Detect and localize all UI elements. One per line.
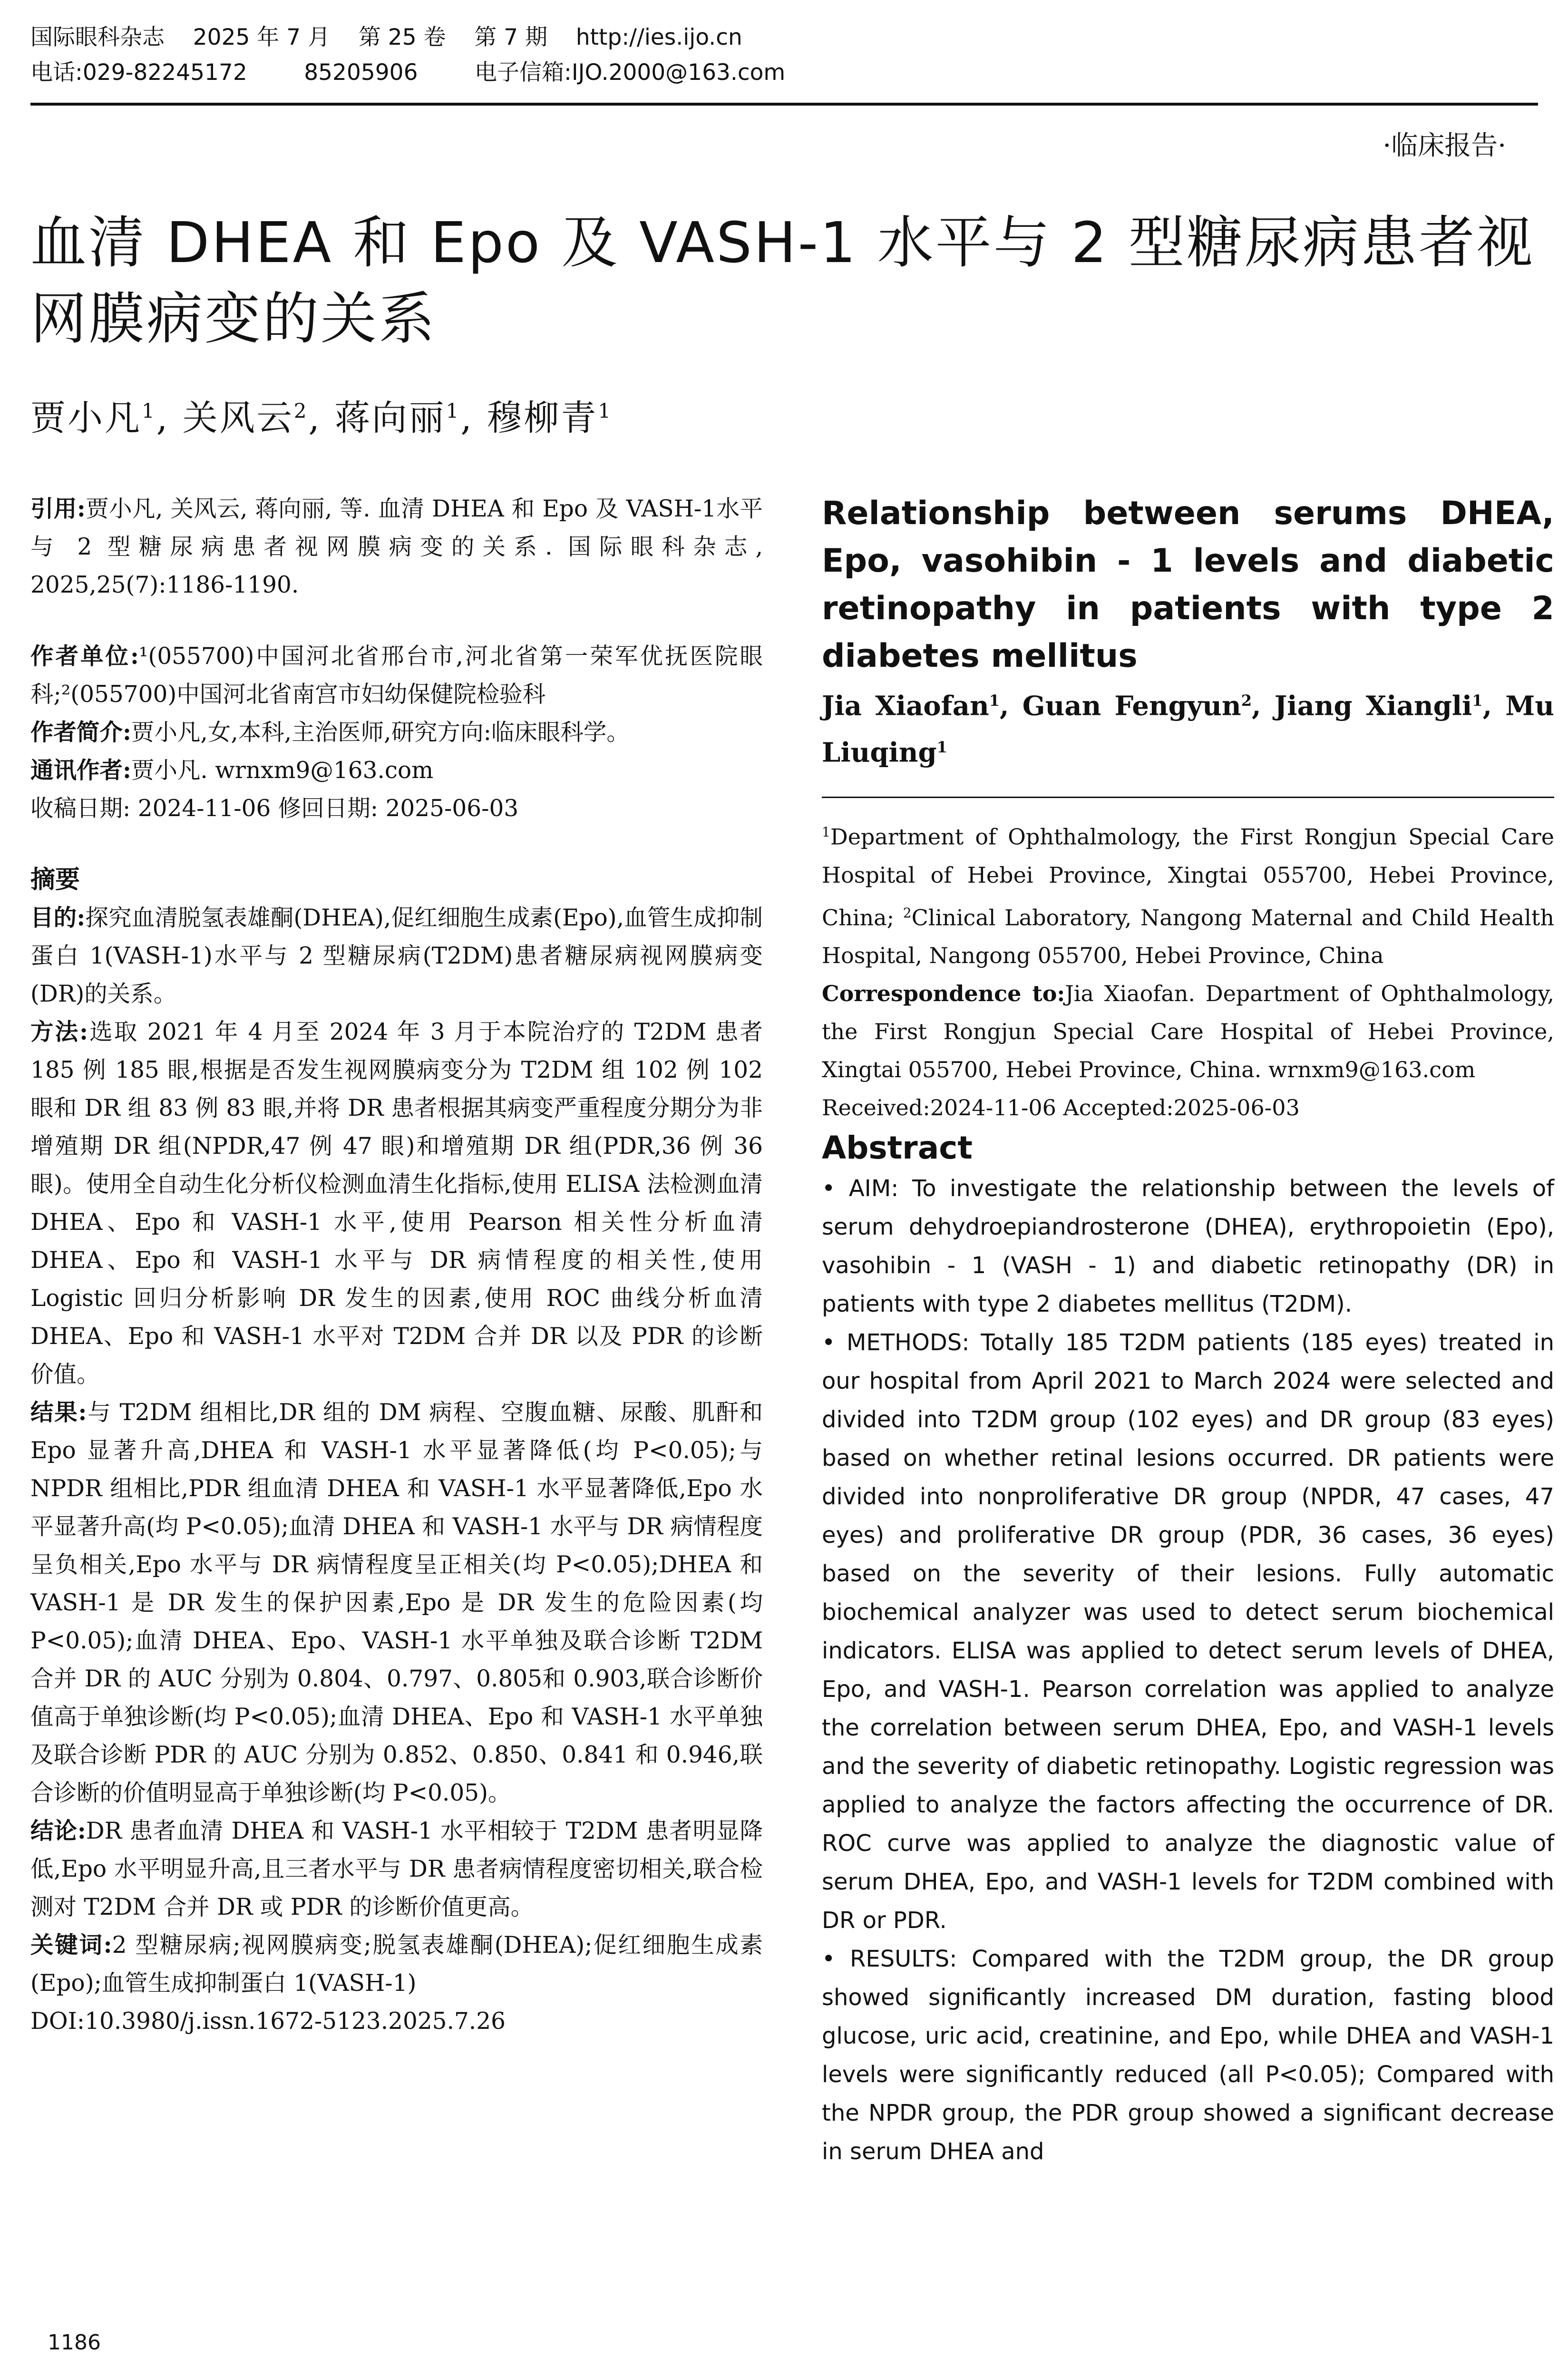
author-name: Guan Fengyun xyxy=(1022,690,1241,722)
author-bio xyxy=(30,713,763,751)
author-sep: , xyxy=(1482,690,1506,722)
section-rule xyxy=(822,797,1554,798)
abstract-zh-results xyxy=(30,1393,763,1812)
abstract-en-results xyxy=(822,1940,1554,2171)
correspondence-text: Jia Xiaofan. Department of Ophthalmology, the First Rongjun Special Care Hospital of Hebei Province, Xingtai 055700, Hebei Province, China. wrnxm9@163.com xyxy=(822,980,1554,1082)
corresponding-author xyxy=(30,751,763,789)
journal-header xyxy=(30,20,1538,90)
section-label: 目的: xyxy=(30,904,86,931)
abstract-zh-aim xyxy=(30,899,763,1013)
english-title: Relationship between serums DHEA, Epo, vasohibin - 1 levels and diabetic retinopathy in patients with type 2 diabetes mellitus xyxy=(822,495,1554,675)
author-sep: , xyxy=(1000,690,1023,722)
affil-sup: 2 xyxy=(903,905,912,921)
info-label: 通讯作者: xyxy=(30,757,131,784)
doi: DOI:10.3980/j.issn.1672-5123.2025.7.26 xyxy=(30,2008,506,2035)
info-text: 贾小凡,女,本科,主治医师,研究方向:临床眼科学。 xyxy=(131,719,630,746)
affil-text: Department of Ophthalmology, the First Rongjun Special Care Hospital of Hebei Province, Xingtai 055700, Hebei Province, China; xyxy=(822,824,1554,930)
column-tag: ·临床报告· xyxy=(1383,130,1506,161)
author-sup: 2 xyxy=(293,399,309,423)
section-text: Totally 185 T2DM patients (185 eyes) treated in our hospital from April 2021 to March 2024 were selected and divided into T2DM group (102 eyes) and DR group (83 eyes) based on whether retinal lesions occurred. DR patients were divided into nonproliferative DR group (NPDR, 47 cases, 47 eyes) and proliferative DR group (PDR, 36 cases, 36 eyes) based on the severity of their lesions. Fully automatic biochemical analyzer was used to detect serum biochemical indicators. ELISA was applied to detect serum levels of DHEA, Epo, and VASH-1. Pearson correlation was applied to analyze the correlation between serum DHEA, Epo, and VASH-1 levels and the severity of diabetic retinopathy. Logistic regression was applied to analyze the factors affecting the occurrence of DR. ROC curve was applied to analyze the diagnostic value of serum DHEA, Epo, and VASH-1 levels for T2DM combined with DR or PDR. xyxy=(822,1329,1555,1934)
author-sep: , xyxy=(460,398,474,438)
abstract-zh-conclusion xyxy=(30,1812,763,1926)
section-label: 结果: xyxy=(30,1399,87,1426)
author-name: 关风云 xyxy=(182,398,294,438)
author-name: 蒋向丽 xyxy=(334,398,446,438)
author-sup: 1 xyxy=(1472,692,1483,710)
section-label: 关键词: xyxy=(30,1931,112,1958)
info-text: ¹(055700)中国河北省邢台市,河北省第一荣军优抚医院眼科;²(055700)中国河北省南宫市妇幼保健院检验科 xyxy=(30,643,763,708)
received-accepted: Received:2024-11-06 Accepted:2025-06-03 xyxy=(822,1094,1300,1120)
affil-sup: 1 xyxy=(822,824,830,840)
info-label: 作者单位: xyxy=(30,643,139,670)
abstract-heading-zh: 摘要 xyxy=(30,865,80,894)
page-number: 1186 xyxy=(48,2330,101,2355)
header-rule xyxy=(30,103,1538,106)
header-line-2: 电话:029-82245172 85205906 电子信箱:IJO.2000@163.com xyxy=(30,59,786,86)
section-text: 探究血清脱氢表雄酮(DHEA),促红细胞生成素(Epo),血管生成抑制蛋白 1(VASH-1)水平与 2 型糖尿病(T2DM)患者糖尿病视网膜病变(DR)的关系。 xyxy=(30,905,763,1007)
section-text: DR 患者血清 DHEA 和 VASH-1 水平相较于 T2DM 患者明显降低,Epo 水平明显升高,且三者水平与 DR 患者病情程度密切相关,联合检测对 T2DM 合并 DR 或 PDR 的诊断价值更高。 xyxy=(30,1818,763,1920)
english-author-list xyxy=(822,680,1554,773)
citation-label: 引用: xyxy=(30,495,86,522)
author-sup: 1 xyxy=(598,399,613,423)
author-name: Jia Xiaofan xyxy=(822,690,989,722)
abstract-heading-en: Abstract xyxy=(822,1129,973,1166)
author-sep: , xyxy=(308,398,322,438)
author-sup: 1 xyxy=(142,399,156,423)
section-text: 选取 2021 年 4 月至 2024 年 3 月于本院治疗的 T2DM 患者 185 例 185 眼,根据是否发生视网膜病变分为 T2DM 组 102 例 102 眼和 DR 组 83 例 83 眼,并将 DR 患者根据其病变严重程度分期分为非增殖期 DR 组(NPDR,47 例 47 眼)和增殖期 DR 组(PDR,36 例 36 眼)。使用全自动生化分析仪检测血清生化指标,使用 ELISA 法检测血清 DHEA、Epo 和 VASH-1 水平,使用 Pearson 相关性分析血清 DHEA、Epo 和 VASH-1 水平与 DR 病情程度的相关性,使用 Logistic 回归分析影响 DR 发生的因素,使用 ROC 曲线分析血清 DHEA、Epo 和 VASH-1 水平对 T2DM 合并 DR 以及 PDR 的诊断价值。 xyxy=(30,1019,763,1388)
author-name: 穆柳青 xyxy=(487,398,598,438)
author-name: Mu Liuqing xyxy=(822,690,1554,769)
section-label: 结论: xyxy=(30,1817,86,1844)
left-column xyxy=(30,490,763,2040)
section-label: • METHODS: xyxy=(822,1329,970,1356)
author-sep: , xyxy=(156,398,170,438)
section-text: 2 型糖尿病;视网膜病变;脱氢表雄酮(DHEA);促红细胞生成素(Epo);血管生成抑制蛋白 1(VASH-1) xyxy=(30,1932,763,1997)
author-sup: 1 xyxy=(446,399,461,423)
section-text: To investigate the relationship between the levels of serum dehydroepiandrosterone (DHEA), erythropoietin (Epo), vasohibin - 1 (VASH - 1) and diabetic retinopathy (DR) in patients with type 2 diabetes mellitus (T2DM). xyxy=(822,1175,1555,1317)
keywords-zh xyxy=(30,1926,763,2002)
section-text: 与 T2DM 组相比,DR 组的 DM 病程、空腹血糖、尿酸、肌酐和 Epo 显著升高,DHEA 和 VASH-1 水平显著降低(均 P<0.05);与 NPDR 组相比,PDR 组血清 DHEA 和 VASH-1 水平显著降低,Epo 水平显著升高(均 P<0.05);血清 DHEA 和 VASH-1 水平与 DR 病情程度呈负相关,Epo 水平与 DR 病情程度呈正相关(均 P<0.05);DHEA 和 VASH-1 是 DR 发生的保护因素,Epo 是 DR 发生的危险因素(均 P<0.05);血清 DHEA、Epo、VASH-1 水平单独及联合诊断 T2DM 合并 DR 的 AUC 分别为 0.804、0.797、0.805和 0.903,联合诊断价值高于单独诊断(均 P<0.05);血清 DHEA、Epo 和 VASH-1 水平单独及联合诊断 PDR 的 AUC 分别为 0.852、0.850、0.841 和 0.946,联合诊断的价值明显高于单独诊断(均 P<0.05)。 xyxy=(30,1399,763,1806)
header-line-1: 国际眼科杂志 2025 年 7 月 第 25 卷 第 7 期 http://ies.ijo.cn xyxy=(30,24,742,50)
info-text: 贾小凡. wrnxm9@163.com xyxy=(131,757,434,784)
author-sup: 2 xyxy=(1241,692,1252,710)
abstract-en-aim xyxy=(822,1169,1554,1324)
info-text: 收稿日期: 2024-11-06 修回日期: 2025-06-03 xyxy=(30,795,519,822)
correspondence-label: Correspondence to: xyxy=(822,980,1065,1006)
author-sup: 1 xyxy=(989,692,1000,710)
correspondence xyxy=(822,974,1554,1089)
right-column xyxy=(822,490,1554,2171)
section-text: Compared with the T2DM group, the DR group showed significantly increased DM duration, fasting blood glucose, uric acid, creatinine, and Epo, while DHEA and VASH-1 levels were significantly reduced (all P<0.05); Compared with the NPDR group, the PDR group showed a significant decrease in serum DHEA and xyxy=(822,1945,1554,2165)
section-label: 方法: xyxy=(30,1018,88,1045)
dates xyxy=(30,789,763,828)
abstract-en-methods xyxy=(822,1324,1554,1940)
section-label: • AIM: xyxy=(822,1175,899,1202)
info-label: 作者简介: xyxy=(30,719,131,746)
author-name: 贾小凡 xyxy=(30,398,142,438)
english-affiliation xyxy=(822,813,1554,974)
author-name: Jiang Xiangli xyxy=(1274,690,1472,722)
author-sep: , xyxy=(1251,690,1275,722)
citation xyxy=(30,490,763,604)
citation-text: 贾小凡, 关风云, 蒋向丽, 等. 血清 DHEA 和 Epo 及 VASH-1水平与 2 型糖尿病患者视网膜病变的关系. 国际眼科杂志, 2025,25(7):1186-1190. xyxy=(30,496,763,598)
author-affiliation xyxy=(30,637,763,713)
author-sup: 1 xyxy=(936,738,947,756)
abstract-zh-methods xyxy=(30,1013,763,1393)
article-title: 血清 DHEA 和 Epo 及 VASH-1 水平与 2 型糖尿病患者视网膜病变的关系 xyxy=(30,210,1535,351)
section-label: • RESULTS: xyxy=(822,1945,957,1972)
author-list xyxy=(30,390,613,440)
affil-text: Clinical Laboratory, Nangong Maternal and Child Health Hospital, Nangong 055700, Hebei Province, China xyxy=(822,904,1554,968)
